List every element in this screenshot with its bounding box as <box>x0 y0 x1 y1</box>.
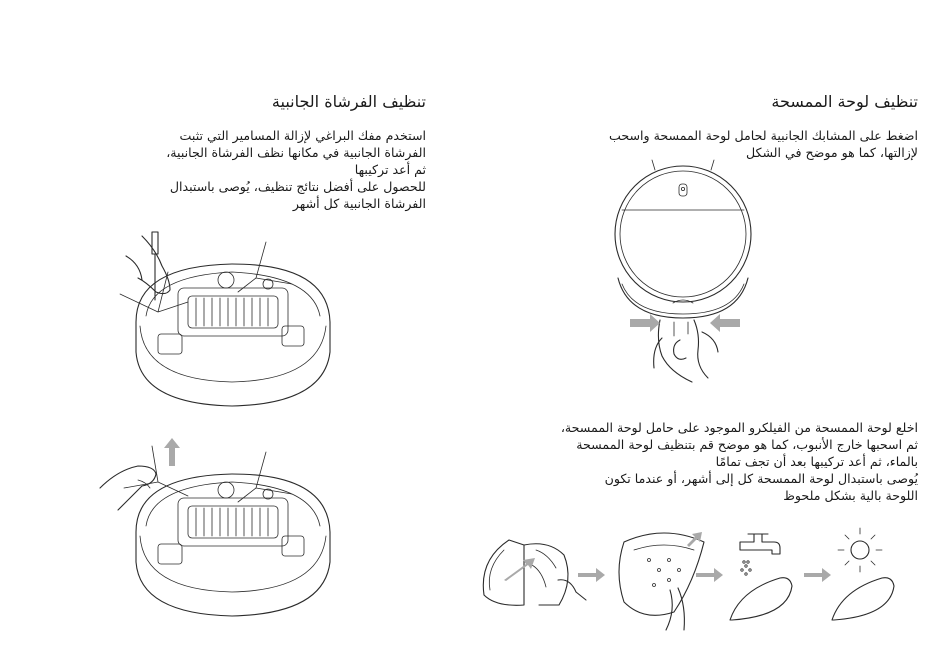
mop-step2-line: بالماء، ثم أعد تركيبها بعد أن تجف تمامًا <box>715 454 918 469</box>
hand-icon <box>100 466 156 510</box>
brush-instructions <box>166 127 426 212</box>
brush-line: استخدم مفك البراغي لإزالة المسامير التي تثبت <box>179 128 426 143</box>
mop-step1-text <box>609 127 918 161</box>
arrow-right-icon <box>578 568 605 582</box>
arrow-right-icon <box>630 314 660 332</box>
mop-step2-line: يُوصى باستبدال لوحة الممسحة كل إلى أشهر، أو عندما تكون <box>604 471 918 486</box>
mop-step2-line: اللوحة بالية بشكل ملحوظ <box>783 488 918 503</box>
robot-brush-removal-illustration <box>98 436 348 626</box>
robot-vacuum-top-illustration <box>600 162 770 402</box>
robot-screwdriver-illustration <box>118 226 348 406</box>
brush-line: للحصول على أفضل نتائج تنظيف، يُوصى باستبدال <box>169 179 426 194</box>
mop-step2-line: اخلع لوحة الممسحة من الفيلكرو الموجود على حامل لوحة الممسحة، <box>560 420 918 435</box>
mop-section-title: تنظيف لوحة الممسحة <box>771 92 918 111</box>
brush-section-title: تنظيف الفرشاة الجانبية <box>271 92 426 111</box>
brush-line: الفرشاة الجانبية كل أشهر <box>292 196 426 211</box>
arrow-right-icon <box>804 568 831 582</box>
mop-pad-icon <box>730 578 792 620</box>
screwdriver-icon <box>152 232 158 300</box>
arrow-up-icon <box>164 438 180 466</box>
robot-vacuum-bottom-icon <box>136 264 330 406</box>
arrow-left-icon <box>710 314 740 332</box>
mop-pad-icon <box>832 578 894 620</box>
side-brush-icon <box>124 446 292 502</box>
mop-holder-peel-icon <box>483 540 586 605</box>
mop-step1-line: لإزالتها، كما هو موضح في الشكل <box>745 145 918 160</box>
brush-line: ثم أعد تركيبها <box>354 162 426 177</box>
mop-step2-text <box>561 419 918 504</box>
robot-vacuum-bottom-icon <box>136 474 330 616</box>
faucet-icon <box>740 534 780 575</box>
robot-vacuum-top-icon <box>615 160 751 303</box>
arrow-right-icon <box>696 568 723 582</box>
side-brush-icon <box>120 242 292 312</box>
hand-icon <box>126 236 170 294</box>
brush-line: الفرشاة الجانبية في مكانها نظف الفرشاة الجانبية، <box>166 145 426 160</box>
mop-step1-line: اضغط على المشابك الجانبية لحامل لوحة الممسحة واسحب <box>608 128 918 143</box>
sun-icon <box>838 528 882 572</box>
mop-cleaning-steps-illustration <box>474 520 914 630</box>
hand-icon <box>654 320 718 382</box>
mop-holder-icon <box>619 532 704 630</box>
mop-step2-line: ثم اسحبها خارج الأنبوب، كما هو موضح قم بتنظيف لوحة الممسحة <box>576 437 918 452</box>
